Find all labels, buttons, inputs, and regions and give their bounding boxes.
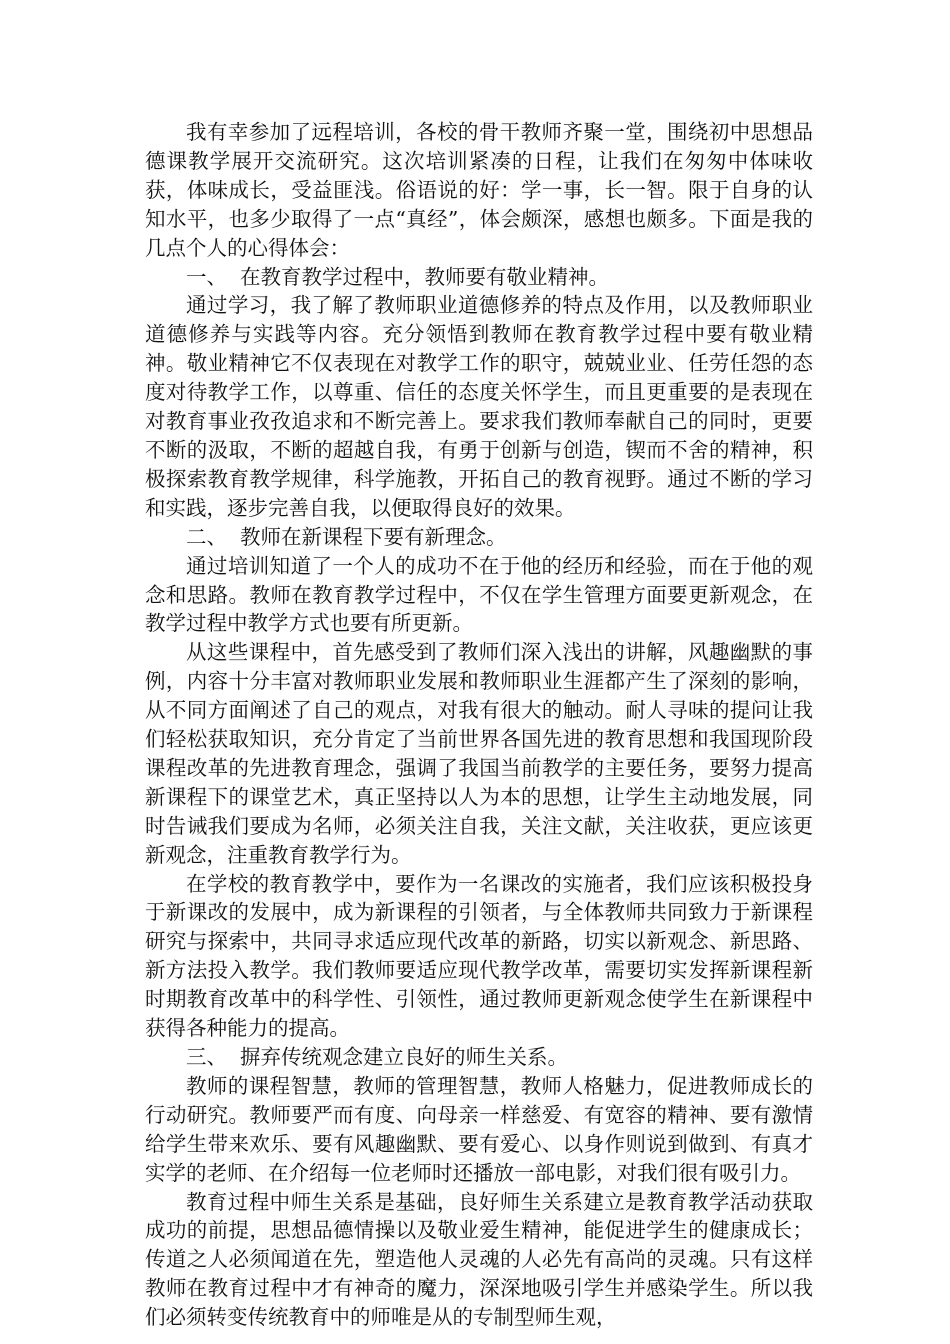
body-paragraph: 教育过程中师生关系是基础，良好师生关系建立是教育教学活动获取成功的前提，思想品德情操以及敬业爱生精神，能促进学生的健康成长；传道之人必须闻道在先，塑造他人灵魂的人必先有高尚的灵魂。只有这样教师在教育过程中才有神奇的魔力，深深地吸引学生并感染学生。所以我们必须转变传统教育中的师唯是从的专制型师生观，	[145, 1189, 813, 1330]
body-paragraph: 从这些课程中，首先感受到了教师们深入浅出的讲解，风趣幽默的事例，内容十分丰富对教师职业发展和教师职业生涯都产生了深刻的影响，从不同方面阐述了自己的观点，对我有很大的触动。耐人寻味的提问让我们轻松获取知识，充分肯定了当前世界各国先进的教育思想和我国现阶段课程改革的先进教育理念，强调了我国当前教学的主要任务，要努力提高新课程下的课堂艺术，真正坚持以人为本的思想，让学生主动地发展，同时告诫我们要成为名师，必须关注自我，关注文献，关注收获，更应该更新观念，注重教育教学行为。	[145, 640, 813, 867]
intro-paragraph: 我有幸参加了远程培训，各校的骨干教师齐聚一堂，围绕初中思想品德课教学展开交流研究。这次培训紧凑的日程，让我们在匆匆中体味收获，体味成长，受益匪浅。俗语说的好：学一事，长一智。限于自身的认知水平，也多少取得了一点“真经”，体会颇深，感想也颇多。下面是我的几点个人的心得体会：	[145, 120, 813, 260]
section-heading-2: 二、 教师在新课程下要有新理念。	[186, 524, 507, 549]
section-heading-3: 三、 摒弃传统观念建立良好的师生关系。	[186, 1045, 569, 1069]
body-paragraph: 教师的课程智慧，教师的管理智慧，教师人格魅力，促进教师成长的行动研究。教师要严而有度、向母亲一样慈爱、有宽容的精神、要有激情给学生带来欢乐、要有风趣幽默、要有爱心、以身作则说到做到、有真才实学的老师、在介绍每一位老师时还播放一部电影，对我们很有吸引力。	[145, 1073, 813, 1185]
document-body	[145, 118, 813, 1332]
body-paragraph: 通过培训知道了一个人的成功不在于他的经历和经验，而在于他的观念和思路。教师在教育教学过程中，不仅在学生管理方面要更新观念，在教学过程中教学方式也要有所更新。	[145, 553, 813, 636]
body-paragraph: 在学校的教育教学中，要作为一名课改的实施者，我们应该积极投身于新课改的发展中，成为新课程的引领者，与全体教师共同致力于新课程研究与探索中，共同寻求适应现代改革的新路，切实以新观念、新思路、新方法投入教学。我们教师要适应现代教学改革，需要切实发挥新课程新时期教育改革中的科学性、引领性，通过教师更新观念使学生在新课程中获得各种能力的提高。	[145, 871, 813, 1041]
body-paragraph: 通过学习，我了解了教师职业道德修养的特点及作用，以及教师职业道德修养与实践等内容。充分领悟到教师在教育教学过程中要有敬业精神。敬业精神它不仅表现在对教学工作的职守，兢兢业业、任劳任怨的态度对待教学工作，以尊重、信任的态度关怀学生，而且更重要的是表现在对教育事业孜孜追求和不断完善上。要求我们教师奉献自己的同时，更要不断的汲取，不断的超越自我，有勇于创新与创造，锲而不舍的精神，积极探索教育教学规律，科学施教，开拓自己的教育视野。通过不断的学习和实践，逐步完善自我，以便取得良好的效果。	[145, 293, 813, 520]
section-heading-1: 一、 在教育教学过程中，教师要有敬业精神。	[186, 264, 610, 289]
